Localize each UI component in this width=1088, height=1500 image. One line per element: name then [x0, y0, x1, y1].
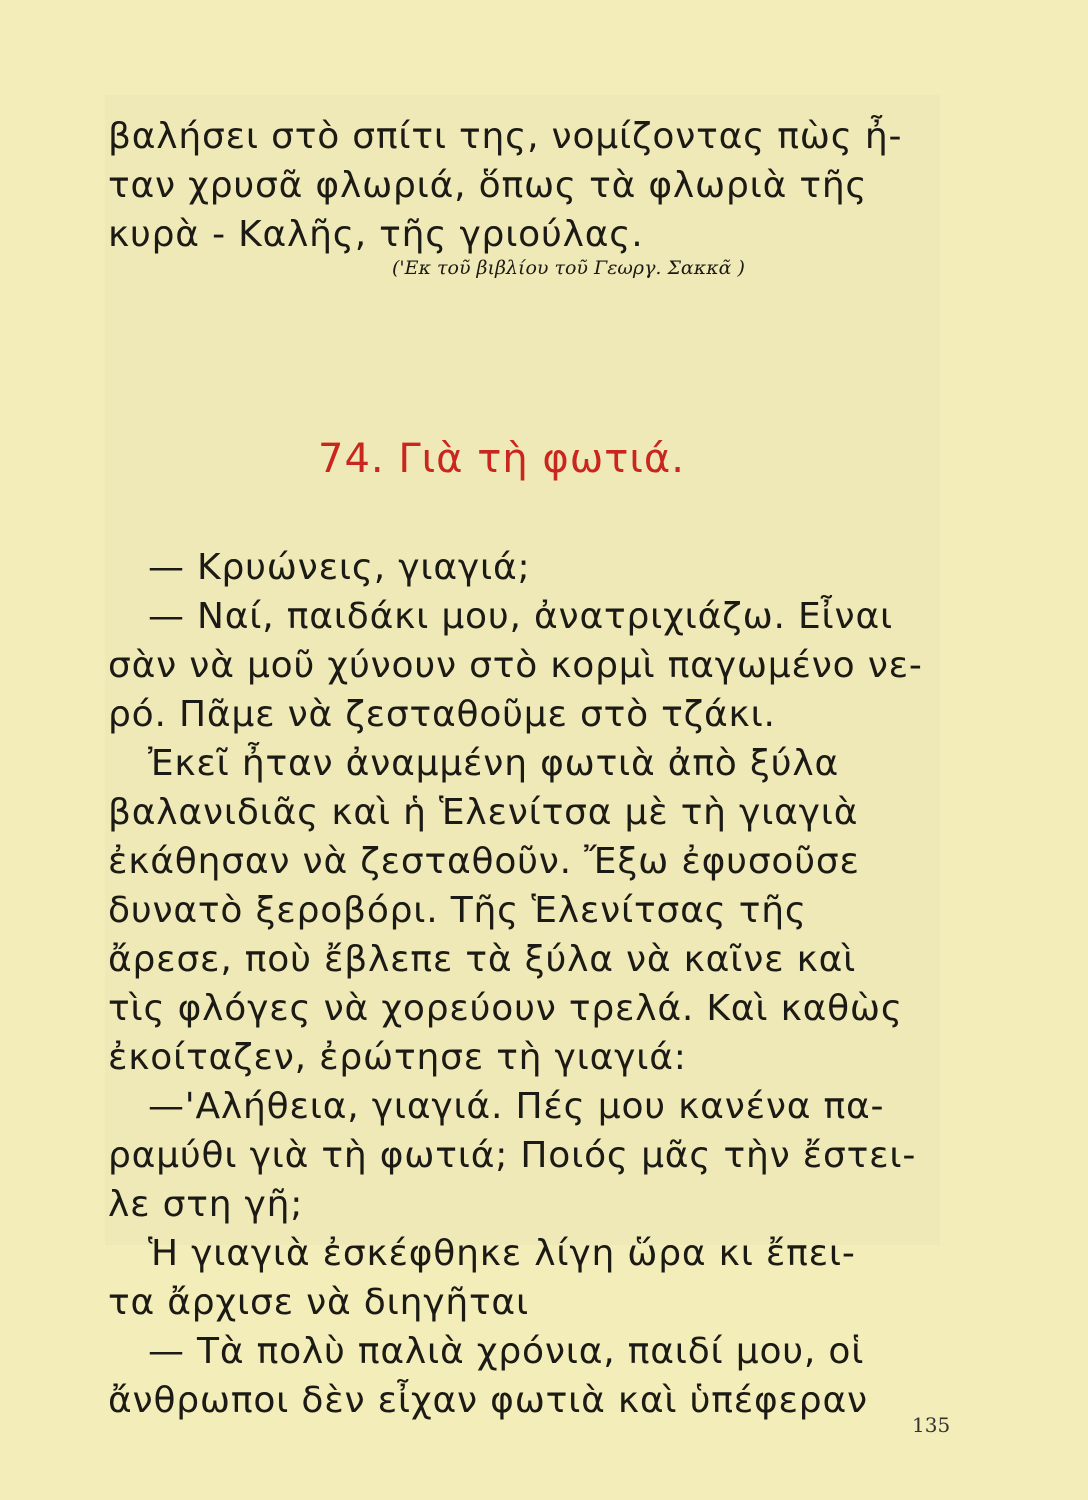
text-line: βαλήσει στὸ σπίτι της, νομίζοντας πὼς ἦ- [108, 116, 903, 157]
text-line: λε στη γῆ; [108, 1184, 304, 1225]
text-line: δυνατὸ ξεροβόρι. Τῆς Ἑλενίτσας τῆς [108, 890, 807, 931]
text-line: ραμύθι γιὰ τὴ φωτιά; Ποιός μᾶς τὴν ἔστει- [108, 1135, 917, 1176]
text-line: —'Αλήθεια, γιαγιά. Πές μου κανένα πα- [148, 1086, 885, 1127]
page-number: 135 [912, 1413, 951, 1437]
text-line: σὰν νὰ μοῦ χύνουν στὸ κορμὶ παγωμένο νε- [108, 645, 923, 686]
text-line: ἄρεσε, ποὺ ἔβλεπε τὰ ξύλα νὰ καῖνε καὶ [108, 939, 857, 980]
continuation-paragraph [108, 112, 948, 259]
chapter-title: 74. Γιὰ τὴ φωτιά. [318, 436, 685, 482]
text-line: — Τὰ πολὺ παλιὰ χρόνια, παιδί μου, οἱ [148, 1331, 865, 1372]
text-line: — Ναί, παιδάκι μου, ἀνατριχιάζω. Εἶναι [148, 596, 893, 637]
text-line: Ἡ γιαγιὰ ἐσκέφθηκε λίγη ὥρα κι ἔπει- [148, 1233, 856, 1274]
chapter-body [108, 543, 948, 1425]
text-line: τα ἄρχισε νὰ διηγῆται [108, 1282, 529, 1323]
source-citation: ('Εκ τοῦ βιβλίου τοῦ Γεωργ. Σακκᾶ ) [392, 257, 745, 279]
text-line: ἐκάθησαν νὰ ζεσταθοῦν. Ἔξω ἐφυσοῦσε [108, 841, 860, 882]
text-line: ἄνθρωποι δὲν εἶχαν φωτιὰ καὶ ὑπέφεραν [108, 1380, 868, 1421]
text-line: ἐκοίταζεν, ἐρώτησε τὴ γιαγιά: [108, 1037, 687, 1078]
text-line: ρό. Πᾶμε νὰ ζεσταθοῦμε στὸ τζάκι. [108, 694, 776, 735]
text-line: Ἐκεῖ ἦταν ἀναμμένη φωτιὰ ἀπὸ ξύλα [148, 743, 840, 784]
text-line: τὶς φλόγες νὰ χορεύουν τρελά. Καὶ καθὼς [108, 988, 903, 1029]
text-line: βαλανιδιᾶς καὶ ἡ Ἑλενίτσα μὲ τὴ γιαγιὰ [108, 792, 859, 833]
text-line: — Κρυώνεις, γιαγιά; [148, 547, 531, 588]
text-line: ταν χρυσᾶ φλωριά, ὅπως τὰ φλωριὰ τῆς [108, 165, 868, 206]
text-line: κυρὰ - Καλῆς, τῆς γριούλας. [108, 214, 644, 255]
